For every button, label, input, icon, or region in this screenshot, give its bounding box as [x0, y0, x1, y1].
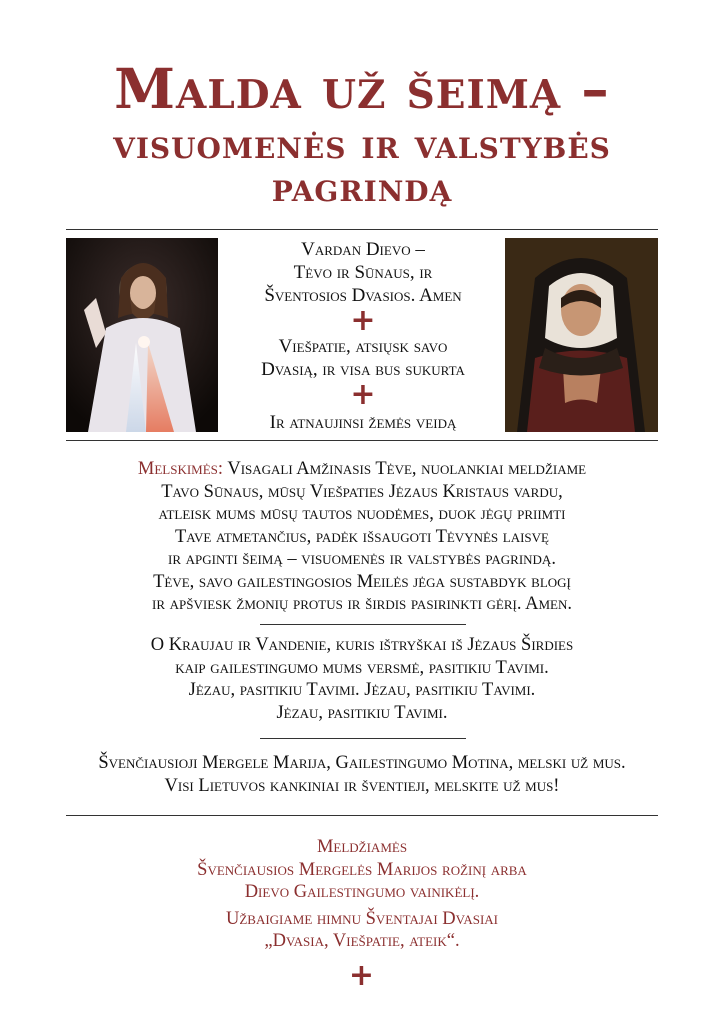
cross-icon-bottom: +	[348, 958, 376, 993]
prayer-paragraph-1	[30, 458, 694, 616]
title-line-3: pagrindą	[271, 164, 453, 211]
prayer1-line-6: Tėve, savo gailestingosios Meilės jėga sustabdyk blogį	[153, 571, 571, 592]
divider-top	[66, 229, 658, 230]
prayer-paragraph-3	[30, 752, 694, 797]
closing-line-4: Užbaigiame himnu Šventajai Dvasiai	[225, 908, 499, 929]
invocation-line-1: Vardan Dievo –	[301, 239, 425, 260]
title-line-2: visuomenės ir valstybės	[113, 121, 611, 168]
prayer1-line-7: ir apšviesk žmonių protus ir širdis pasirinkti gėrį. Amen.	[152, 594, 572, 614]
divider-bottom	[66, 815, 658, 816]
invocation-line-6: Ir atnaujinsi žemės veidą	[269, 412, 457, 433]
prayer2-line-2: kaip gailestingumo mums versmė, pasitikiu Tavimi.	[175, 657, 549, 678]
prayer1-line-3: atleisk mums mūsų tautos nuodėmes, duok jėgų priimti	[158, 504, 566, 524]
prayer3-line-1: Švenčiausioji Mergele Marija, Gailestingumo Motina, melski už mus.	[98, 753, 626, 773]
closing-line-1: Meldžiamės	[316, 837, 408, 857]
prayer2-line-4: Jėzau, pasitikiu Tavimi.	[276, 702, 448, 723]
prayer-label: Melskimės:	[137, 459, 224, 479]
closing-line-5: „Dvasia, Viešpatie, ateik“.	[264, 931, 460, 951]
prayer3-line-2: Visi Lietuvos kankiniai ir šventieji, melskite už mus!	[164, 775, 560, 796]
title-line-1: Malda už šeimą –	[114, 56, 610, 121]
prayer1-line-5: ir apginti šeimą – visuomenės ir valstybės pagrindą.	[168, 549, 556, 569]
cross-icon: +	[350, 377, 376, 412]
virgin-mary-image	[505, 238, 658, 432]
invocation-line-5: Dvasią, ir visa bus sukurta	[261, 359, 465, 380]
invocation-line-3: Šventosios Dvasios. Amen	[264, 285, 462, 306]
closing-block	[30, 836, 694, 953]
prayer1-line-2: Tavo Sūnaus, mūsų Viešpaties Jėzaus Kristaus vardu,	[161, 481, 563, 502]
divider-short-2	[260, 738, 466, 739]
cross-icon: +	[350, 303, 376, 338]
closing-line-2: Švenčiausios Mergelės Marijos rožinį arba	[197, 859, 527, 880]
divider-short-1	[260, 624, 466, 625]
divider-images	[66, 440, 658, 441]
invocation-line-4: Viešpatie, atsiųsk savo	[278, 336, 448, 357]
prayer2-line-3: Jėzau, pasitikiu Tavimi. Jėzau, pasitikiu Tavimi.	[188, 680, 536, 700]
prayer2-line-1: O Kraujau ir Vandenie, kuris ištryškai iš Jėzaus Širdies	[150, 635, 574, 655]
invocation-line-2: Tėvo ir Sūnaus, ir	[293, 262, 433, 283]
closing-line-3: Dievo Gailestingumo vainikėlį.	[244, 882, 480, 902]
prayer-paragraph-2	[30, 634, 694, 724]
prayer1-line-1: Visagali Amžinasis Tėve, nuolankiai meldžiame	[227, 459, 587, 479]
divine-mercy-image	[66, 238, 218, 432]
invocation-block	[228, 238, 498, 434]
prayer1-line-4: Tave atmetančius, padėk išsaugoti Tėvynės laisvę	[175, 526, 549, 547]
